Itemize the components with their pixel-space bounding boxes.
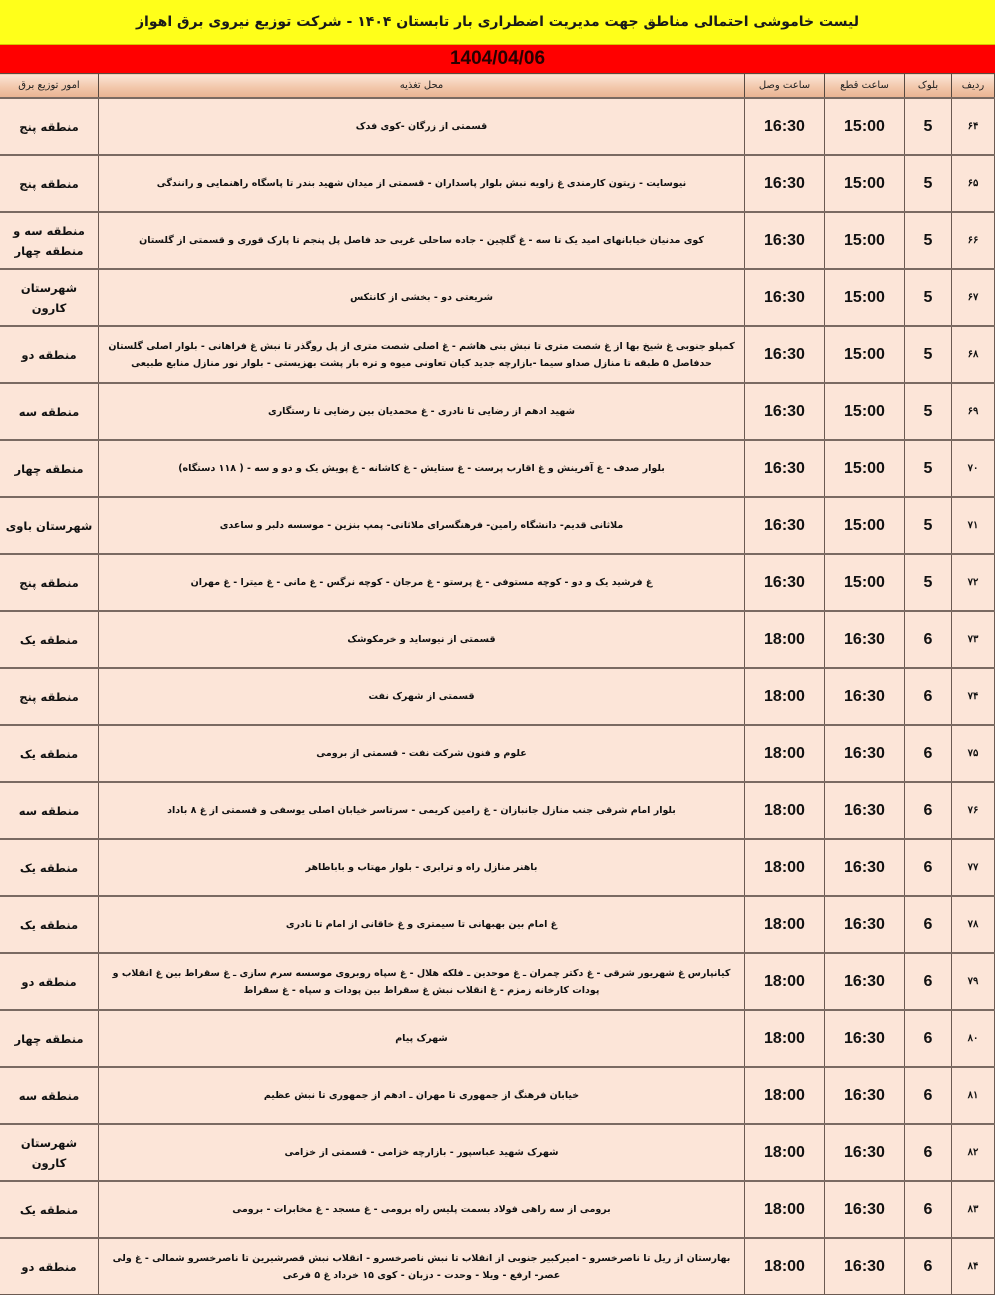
table-row — [0, 497, 995, 554]
cut-time-cell: 15:00 — [825, 98, 905, 155]
region-cell: منطقه سه — [0, 1067, 99, 1124]
reconnect-time-cell: 18:00 — [745, 953, 825, 1010]
location-cell: غ فرشید یک و دو - کوچه مستوفی - غ پرستو - غ مرجان - کوچه نرگس - غ مانی - غ میترا - غ مهران — [99, 554, 745, 611]
block-cell: 6 — [905, 782, 952, 839]
row-number-cell: ۸۲ — [952, 1124, 995, 1181]
location-cell: شهید ادهم از رضایی تا نادری - غ محمدیان بین رضایی تا رستگاری — [99, 383, 745, 440]
location-cell: قسمتی از نیوساید و خرمکوشک — [99, 611, 745, 668]
row-number-cell: ۶۹ — [952, 383, 995, 440]
cut-time-cell: 16:30 — [825, 896, 905, 953]
reconnect-time-cell: 18:00 — [745, 725, 825, 782]
region-cell: منطقه سه و منطقه چهار — [0, 212, 99, 269]
reconnect-time-cell: 16:30 — [745, 326, 825, 383]
block-cell: 6 — [905, 611, 952, 668]
row-number-cell: ۷۴ — [952, 668, 995, 725]
cut-time-cell: 16:30 — [825, 782, 905, 839]
location-cell: ملاثانی قدیم- دانشگاه رامین- فرهنگسرای ملاثانی- پمپ بنزین - موسسه دلبر و ساعدی — [99, 497, 745, 554]
location-cell: کوی مدنیان خیابانهای امید یک تا سه - غ گلچین - جاده ساحلی غربی حد فاصل پل پنجم تا پارک قوری و قسمتی از گلستان — [99, 212, 745, 269]
location-cell: غ امام بین بهبهانی تا سیمتری و غ خاقانی از امام تا نادری — [99, 896, 745, 953]
reconnect-time-cell: 16:30 — [745, 497, 825, 554]
table-row — [0, 98, 995, 155]
cut-time-cell: 16:30 — [825, 668, 905, 725]
outage-table — [0, 73, 995, 1295]
block-cell: 5 — [905, 98, 952, 155]
reconnect-time-cell: 18:00 — [745, 1238, 825, 1295]
block-cell: 6 — [905, 1181, 952, 1238]
reconnect-time-cell: 18:00 — [745, 1010, 825, 1067]
reconnect-time-cell: 16:30 — [745, 212, 825, 269]
cut-time-cell: 16:30 — [825, 1238, 905, 1295]
cut-time-cell: 15:00 — [825, 155, 905, 212]
reconnect-time-cell: 18:00 — [745, 896, 825, 953]
region-cell: منطقه سه — [0, 782, 99, 839]
region-cell: منطقه پنج — [0, 668, 99, 725]
block-cell: 5 — [905, 155, 952, 212]
block-cell: 6 — [905, 839, 952, 896]
reconnect-time-cell: 18:00 — [745, 839, 825, 896]
region-cell: منطقه پنج — [0, 554, 99, 611]
reconnect-time-cell: 18:00 — [745, 611, 825, 668]
table-row — [0, 839, 995, 896]
reconnect-time-cell: 18:00 — [745, 1181, 825, 1238]
region-cell: منطقه پنج — [0, 98, 99, 155]
reconnect-time-cell: 16:30 — [745, 383, 825, 440]
reconnect-time-cell: 16:30 — [745, 155, 825, 212]
region-cell: منطقه یک — [0, 896, 99, 953]
table-body — [0, 98, 995, 1295]
region-cell: منطقه پنج — [0, 155, 99, 212]
location-cell: بهارستان از ریل تا ناصرخسرو - امیرکبیر جنوبی از انقلاب تا نبش ناصرخسرو - انقلاب نبش قصرشیرین تا ناصرخسرو شمالی - غ ولی عصر- ارفع - ویلا - وحدت - دزبان - کوی ۱۵ خرداد غ ۵ فرعی — [99, 1238, 745, 1295]
table-row — [0, 326, 995, 383]
block-cell: 5 — [905, 269, 952, 326]
table-row — [0, 668, 995, 725]
region-cell: شهرستان کارون — [0, 269, 99, 326]
table-row — [0, 1124, 995, 1181]
row-number-cell: ۷۲ — [952, 554, 995, 611]
table-row — [0, 440, 995, 497]
row-number-cell: ۸۴ — [952, 1238, 995, 1295]
cut-time-cell: 16:30 — [825, 611, 905, 668]
cut-time-cell: 16:30 — [825, 839, 905, 896]
region-cell: شهرستان کارون — [0, 1124, 99, 1181]
reconnect-time-cell: 18:00 — [745, 1067, 825, 1124]
block-cell: 5 — [905, 212, 952, 269]
reconnect-time-cell: 16:30 — [745, 98, 825, 155]
location-cell: علوم و فنون شرکت نفت - قسمتی از برومی — [99, 725, 745, 782]
region-cell: منطقه دو — [0, 326, 99, 383]
location-cell: کمپلو جنوبی غ شیخ بها از غ شصت متری تا نبش بنی هاشم - غ اصلی شصت متری از پل روگذر تا نبش غ فراهانی - بلوار اصلی گلستان حدفاصل ۵ طبقه تا منازل صداو سیما -بازارچه جدید کیان تعاونی میوه و تره بار پشت بهزیستی - بلوار نور منازل منابع طبیعی — [99, 326, 745, 383]
reconnect-time-cell: 18:00 — [745, 782, 825, 839]
table-row — [0, 896, 995, 953]
block-cell: 6 — [905, 1238, 952, 1295]
reconnect-time-cell: 16:30 — [745, 554, 825, 611]
row-number-cell: ۸۱ — [952, 1067, 995, 1124]
block-cell: 5 — [905, 326, 952, 383]
region-cell: منطقه یک — [0, 611, 99, 668]
document-title: لیست خاموشی احتمالی مناطق جهت مدیریت اضطراری بار تابستان ۱۴۰۴ - شرکت توزیع نیروی برق اهواز — [0, 0, 995, 45]
location-cell: قسمتی از شهرک نفت — [99, 668, 745, 725]
block-cell: 6 — [905, 1067, 952, 1124]
header-location: محل تغذیه — [99, 74, 745, 99]
location-cell: شریعتی دو - بخشی از کانتکس — [99, 269, 745, 326]
location-cell: بلوار صدف - غ آفرینش و غ اقارب پرست - غ ستایش - غ کاشانه - غ پویش یک و دو و سه - ( ۱۱۸ دستگاه) — [99, 440, 745, 497]
reconnect-time-cell: 16:30 — [745, 440, 825, 497]
row-number-cell: ۷۸ — [952, 896, 995, 953]
row-number-cell: ۷۷ — [952, 839, 995, 896]
location-cell: شهرک شهید عباسپور - بازارچه خزامی - قسمتی از خزامی — [99, 1124, 745, 1181]
row-number-cell: ۷۵ — [952, 725, 995, 782]
region-cell: منطقه یک — [0, 1181, 99, 1238]
block-cell: 6 — [905, 725, 952, 782]
location-cell: قسمتی از زرگان -کوی فدک — [99, 98, 745, 155]
row-number-cell: ۷۱ — [952, 497, 995, 554]
block-cell: 5 — [905, 554, 952, 611]
row-number-cell: ۶۵ — [952, 155, 995, 212]
row-number-cell: ۶۴ — [952, 98, 995, 155]
cut-time-cell: 16:30 — [825, 953, 905, 1010]
row-number-cell: ۸۰ — [952, 1010, 995, 1067]
cut-time-cell: 15:00 — [825, 554, 905, 611]
location-cell: برومی از سه راهی فولاد بسمت پلیس راه برومی - غ مسجد - غ مخابرات - برومی — [99, 1181, 745, 1238]
header-reconnect-time: ساعت وصل — [745, 74, 825, 99]
cut-time-cell: 15:00 — [825, 440, 905, 497]
block-cell: 5 — [905, 383, 952, 440]
location-cell: باهنر منازل راه و ترابری - بلوار مهتاب و باباطاهر — [99, 839, 745, 896]
table-header-row — [0, 74, 995, 99]
row-number-cell: ۷۰ — [952, 440, 995, 497]
header-region: امور توزیع برق — [0, 74, 99, 99]
cut-time-cell: 16:30 — [825, 1124, 905, 1181]
table-row — [0, 1181, 995, 1238]
region-cell: شهرستان باوی — [0, 497, 99, 554]
table-row — [0, 155, 995, 212]
cut-time-cell: 16:30 — [825, 1010, 905, 1067]
table-row — [0, 1067, 995, 1124]
cut-time-cell: 15:00 — [825, 383, 905, 440]
cut-time-cell: 15:00 — [825, 212, 905, 269]
block-cell: 6 — [905, 668, 952, 725]
location-cell: کیانپارس غ شهریور شرقی - غ دکتر چمران ـ غ موحدین ـ فلکه هلال - غ سپاه روبروی موسسه سرم سازی ـ غ سقراط بین غ انقلاب و پودات کارخانه زمزم - غ انقلاب نبش غ سقراط بین پودات و سپاه - غ سقراط — [99, 953, 745, 1010]
table-row — [0, 953, 995, 1010]
row-number-cell: ۶۶ — [952, 212, 995, 269]
region-cell: منطقه یک — [0, 839, 99, 896]
row-number-cell: ۷۶ — [952, 782, 995, 839]
reconnect-time-cell: 18:00 — [745, 1124, 825, 1181]
table-row — [0, 611, 995, 668]
region-cell: منطقه یک — [0, 725, 99, 782]
cut-time-cell: 16:30 — [825, 1181, 905, 1238]
region-cell: منطقه دو — [0, 1238, 99, 1295]
location-cell: شهرک پیام — [99, 1010, 745, 1067]
region-cell: منطقه دو — [0, 953, 99, 1010]
block-cell: 6 — [905, 953, 952, 1010]
block-cell: 6 — [905, 896, 952, 953]
row-number-cell: ۶۷ — [952, 269, 995, 326]
row-number-cell: ۷۳ — [952, 611, 995, 668]
header-cut-time: ساعت قطع — [825, 74, 905, 99]
table-row — [0, 383, 995, 440]
schedule-date: 1404/04/06 — [0, 45, 995, 73]
table-row — [0, 725, 995, 782]
table-row — [0, 1010, 995, 1067]
block-cell: 6 — [905, 1124, 952, 1181]
block-cell: 5 — [905, 440, 952, 497]
row-number-cell: ۸۳ — [952, 1181, 995, 1238]
cut-time-cell: 15:00 — [825, 497, 905, 554]
table-row — [0, 212, 995, 269]
location-cell: نیوسایت - زیتون کارمندی غ زاویه نبش بلوار پاسداران - قسمتی از میدان شهید بندر تا پاسگاه راهنمایی و رانندگی — [99, 155, 745, 212]
cut-time-cell: 16:30 — [825, 1067, 905, 1124]
block-cell: 6 — [905, 1010, 952, 1067]
table-row — [0, 782, 995, 839]
header-block: بلوک — [905, 74, 952, 99]
reconnect-time-cell: 18:00 — [745, 668, 825, 725]
cut-time-cell: 15:00 — [825, 269, 905, 326]
table-row — [0, 269, 995, 326]
location-cell: بلوار امام شرقی جنب منازل جانبازان - غ رامین کریمی - سرتاسر خیابان اصلی یوسفی و قسمتی از غ ۸ باداد — [99, 782, 745, 839]
region-cell: منطقه چهار — [0, 440, 99, 497]
cut-time-cell: 16:30 — [825, 725, 905, 782]
row-number-cell: ۶۸ — [952, 326, 995, 383]
block-cell: 5 — [905, 497, 952, 554]
region-cell: منطقه چهار — [0, 1010, 99, 1067]
region-cell: منطقه سه — [0, 383, 99, 440]
table-row — [0, 1238, 995, 1295]
cut-time-cell: 15:00 — [825, 326, 905, 383]
reconnect-time-cell: 16:30 — [745, 269, 825, 326]
location-cell: خیابان فرهنگ از جمهوری تا مهران ـ ادهم از جمهوری تا نبش عظیم — [99, 1067, 745, 1124]
table-row — [0, 554, 995, 611]
row-number-cell: ۷۹ — [952, 953, 995, 1010]
header-row-number: ردیف — [952, 74, 995, 99]
